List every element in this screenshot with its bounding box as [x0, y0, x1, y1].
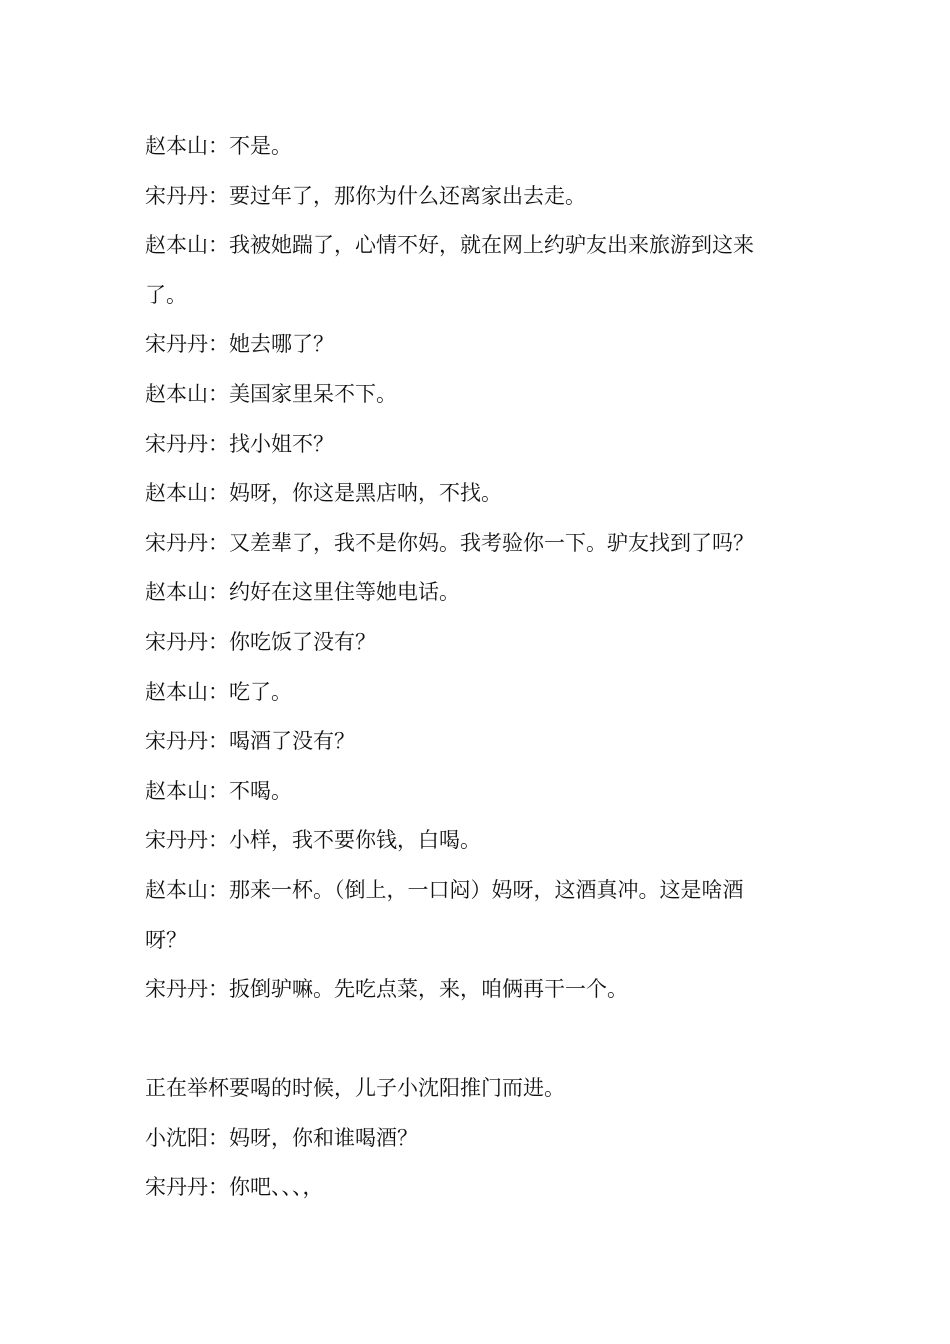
dialogue-line: 宋丹丹：她去哪了？: [145, 332, 334, 357]
dialogue-line: 赵本山：那来一杯。（倒上，一口闷）妈呀，这酒真冲。这是啥酒: [145, 877, 744, 902]
dialogue-line: 宋丹丹：你吃饭了没有？: [145, 629, 376, 654]
dialogue-line: 赵本山：不是。: [145, 134, 292, 158]
narration-line: 正在举杯要喝的时候，儿子小沈阳推门而进。: [145, 1076, 565, 1101]
dialogue-line: 赵本山：吃了。: [145, 679, 292, 704]
dialogue-line: 了。: [145, 282, 187, 307]
dialogue-line: 宋丹丹：找小姐不？: [145, 431, 334, 456]
dialogue-line: 宋丹丹：扳倒驴嘛。先吃点菜，来，咱俩再干一个。: [145, 977, 628, 1002]
dialogue-line: 赵本山：美国家里呆不下。: [145, 381, 397, 406]
dialogue-line: 宋丹丹：又差辈了，我不是你妈。我考验你一下。驴友找到了吗？: [145, 530, 754, 555]
paragraph-gap: [145, 1015, 805, 1065]
dialogue-line: 赵本山：不喝。: [145, 778, 292, 803]
dialogue-line: 宋丹丹：小样，我不要你钱，白喝。: [145, 828, 481, 853]
dialogue-line: 赵本山：约好在这里住等她电话。: [145, 580, 460, 605]
dialogue-line: 宋丹丹：你吧、、、，: [145, 1175, 324, 1200]
dialogue-line: 赵本山：我被她踹了，心情不好，就在网上约驴友出来旅游到这来: [145, 233, 754, 258]
dialogue-text: [145, 122, 805, 1213]
dialogue-line: 赵本山：妈呀，你这是黑店呐，不找。: [145, 481, 502, 506]
dialogue-line: 宋丹丹：要过年了，那你为什么还离家出去走。: [145, 183, 586, 208]
dialogue-line: 小沈阳：妈呀，你和谁喝酒？: [145, 1125, 418, 1150]
dialogue-line: 宋丹丹：喝酒了没有？: [145, 729, 355, 754]
dialogue-line: 呀？: [145, 927, 187, 952]
